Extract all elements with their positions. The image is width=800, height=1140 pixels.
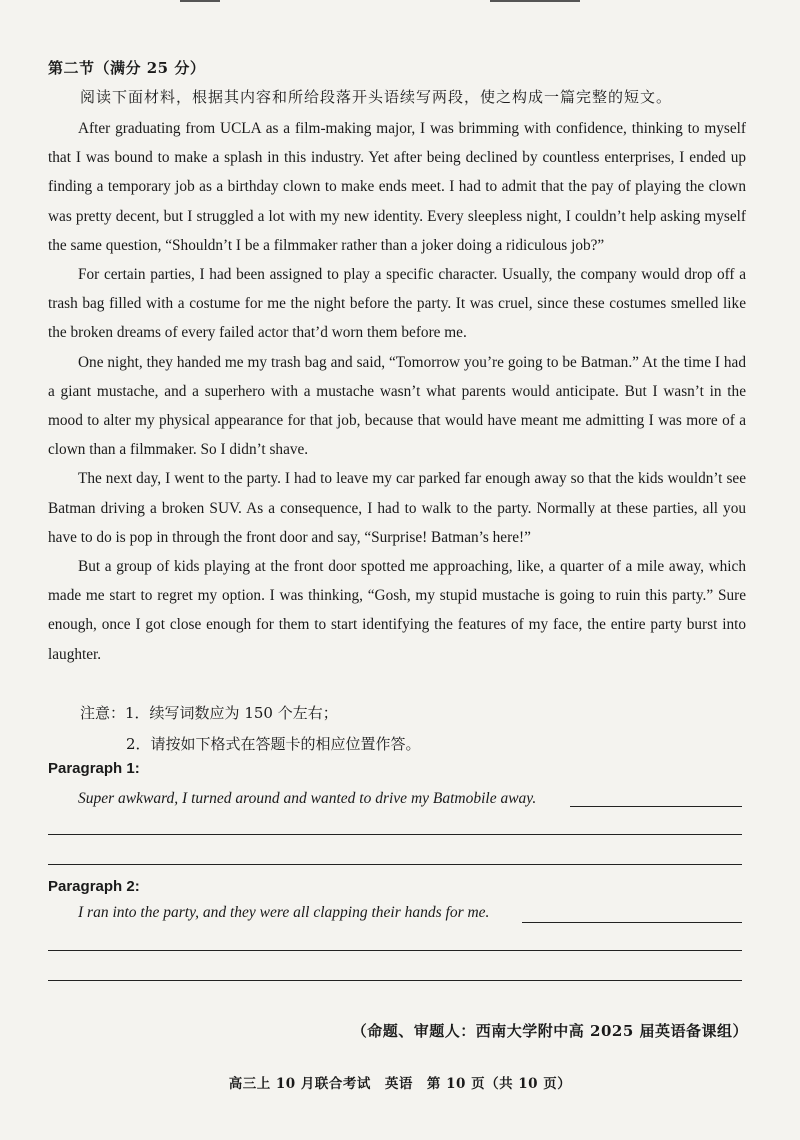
answer-line[interactable] [48,950,742,951]
passage-paragraph: But a group of kids playing at the front door spotted me approaching, like, a quarter of a mile away, which made me start to regret my option. I was thinking, “Gosh, my stupid mustache is going to ruin this party.” Sure enough, once I got close enough for them to start identifying the features of my face, the entire party burst into laughter. [48,558,746,663]
passage-paragraph: The next day, I went to the party. I had to leave my car parked far enough away so that the kids wouldn’t see Batman driving a broken SUV. As a consequence, I had to walk to the party. Normally at these parties, all you have to do is pop in through the front door and say, “Surprise! Batman’s here!” [48,470,746,546]
notes [80,698,421,760]
answer-blank-line[interactable] [570,806,742,807]
answer-line[interactable] [48,864,742,865]
scan-mark [490,0,580,2]
note-answer-format: 2．请按如下格式在答题卡的相应位置作答。 [126,735,421,753]
author-credit: （命题、审题人：西南大学附中高 2025 届英语备课组） [351,1022,748,1040]
paragraph-2-label: Paragraph 2: [48,878,140,895]
paragraph-1-block [48,760,748,870]
note-word-count: 注意：1．续写词数应为 150 个左右； [80,704,338,722]
answer-line[interactable] [48,834,742,835]
paragraph-1-label: Paragraph 1: [48,760,140,777]
page-footer: 高三上 10 月联合考试 英语 第 10 页（共 10 页） [228,1076,572,1092]
paragraph-2-starter: I ran into the party, and they were all clapping their hands for me. [78,904,490,921]
answer-blank-line[interactable] [522,922,742,923]
instruction-text: 阅读下面材料，根据其内容和所给段落开头语续写两段，使之构成一篇完整的短文。 [80,88,673,106]
paragraph-1-starter: Super awkward, I turned around and wanted to drive my Batmobile away. [78,790,537,807]
passage-paragraph: After graduating from UCLA as a film-making major, I was brimming with confidence, thinking to myself that I was bound to make a splash in this industry. Yet after being declined by countless enterprises, I ended up finding a temporary job as a birthday clown to make ends meet. I had to admit that the pay of playing the clown was pretty decent, but I struggled a lot with my new identity. Every sleepless night, I couldn’t help asking myself the same question, “Shouldn’t I be a filmmaker rather than a joker doing a ridiculous job?” [48,120,746,254]
paragraph-2-block [48,878,748,988]
passage-paragraph: For certain parties, I had been assigned to play a specific character. Usually, the company would drop off a trash bag filled with a costume for me the night before the party. It was cruel, since these costumes smelled like the broken dreams of every failed actor that’d worn them before me. [48,266,746,342]
answer-line[interactable] [48,980,742,981]
passage-paragraph: One night, they handed me my trash bag and said, “Tomorrow you’re going to be Batman.” At the time I had a giant mustache, and a superhero with a mustache wasn’t what parents would anticipate. But I wasn’t in the mood to alter my physical appearance for that job, because that would have meant me admitting I was more of a clown than a filmmaker. So I didn’t shave. [48,353,746,459]
scan-mark [180,0,220,2]
reading-passage [48,114,746,669]
section-title: 第二节（满分 25 分） [48,59,206,77]
